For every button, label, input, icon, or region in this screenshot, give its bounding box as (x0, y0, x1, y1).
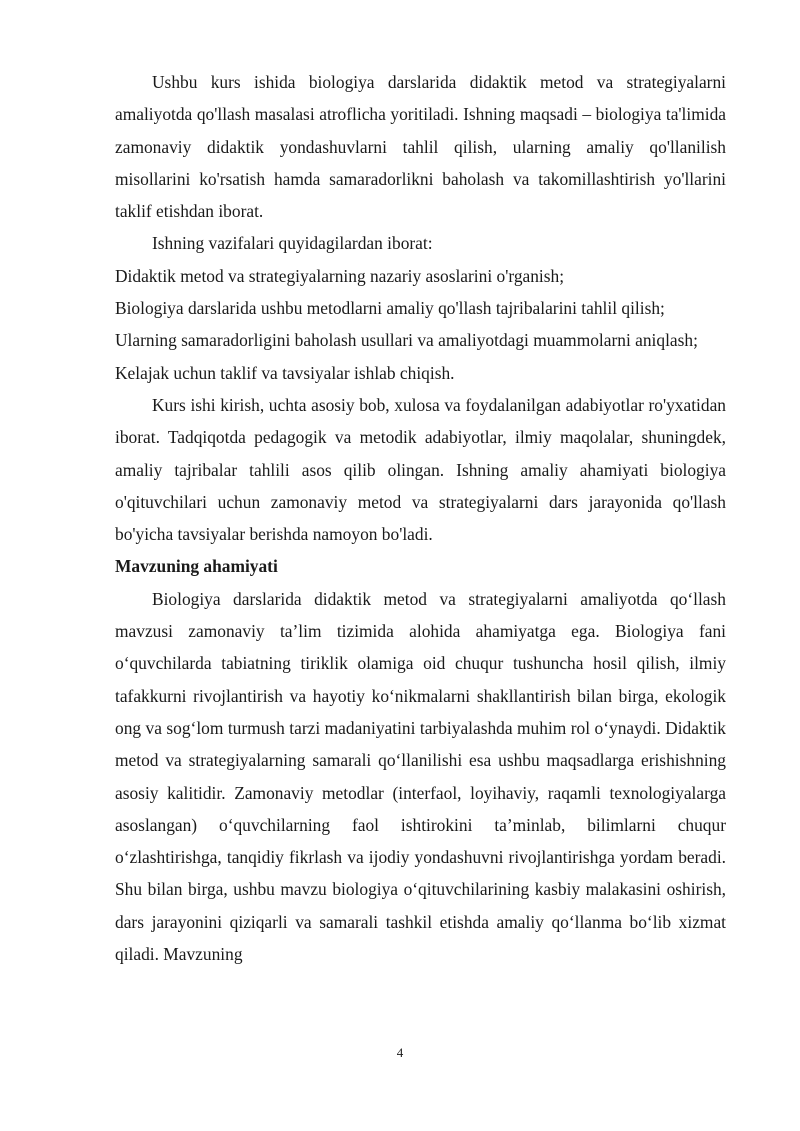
tasks-intro: Ishning vazifalari quyidagilardan iborat: (152, 233, 433, 254)
structure-paragraph: Kurs ishi kirish, uchta asosiy bob, xulosa va foydalanilgan adabiyotlar ro'yxatidan iborat. Tadqiqotda pedagogik va metodik adabiyotlar, ilmiy maqolalar, shuningdek, amaliy tajribalar tahlili asos qilib olingan. Ishning amaliy ahamiyati biologiya o'qituvchilari uchun zamonaviy metod va strategiyalarni dars jarayonida qo'llash bo'yicha tavsiyalar berishda namoyon bo'ladi. (115, 394, 726, 545)
intro-paragraph: Ushbu kurs ishida biologiya darslarida didaktik metod va strategiyalarni amaliyotda qo'llash masalasi atroflicha yoritiladi. Ishning maqsadi – biologiya ta'limida zamonaviy didaktik yondashuvlarni tahlil qilish, ularning amaliy qo'llanilish misollarini ko'rsatish hamda samaradorlikni baholash va takomillashtirish yo'llarini taklif etishdan iborat. (115, 72, 726, 222)
importance-paragraph: Biologiya darslarida didaktik metod va strategiyalarni amaliyotda qo‘llash mavzusi zamonaviy ta’lim tizimida alohida ahamiyatga ega. Biologiya fani o‘quvchilarda tabiatning tiriklik olamiga oid chuqur tushuncha hosil qilish, ilmiy tafakkurni rivojlantirish va hayotiy ko‘nikmalarni shakllantirish bilan birga, ekologik ong va sog‘lom turmush tarzi madaniyatini tarbiyalashda muhim rol o‘ynaydi. Didaktik metod va strategiyalarning samarali qo‘llanilishi esa ushbu maqsadlarga erishishning asosiy kalitidir. Zamonaviy metodlar (interfaol, loyihaviy, raqamli texnologiyalarga asoslangan) o‘quvchilarning faol ishtirokini ta’minlab, bilimlarni chuqur o‘zlashtirishga, tanqidiy fikrlash va ijodiy yondashuvni rivojlantirishga yordam beradi. Shu bilan birga, ushbu mavzu biologiya o‘qituvchilarining kasbiy malakasini oshirish, dars jarayonini qiziqarli va samarali tashkil etishda amaliy qo‘llanma bo‘lib xizmat qiladi. Mavzuning (115, 588, 726, 965)
task-item: Didaktik metod va strategiyalarning nazariy asoslarini o'rganish; (115, 265, 565, 286)
page-number: 4 (396, 1045, 404, 1060)
document-page (115, 66, 726, 970)
task-item: Biologiya darslarida ushbu metodlarni amaliy qo'llash tajribalarini tahlil qilish; (115, 298, 665, 319)
task-item: Ularning samaradorligini baholash usullari va amaliyotdagi muammolarni aniqlash; (115, 330, 698, 351)
section-heading: Mavzuning ahamiyati (115, 556, 278, 577)
task-item: Kelajak uchun taklif va tavsiyalar ishlab chiqish. (115, 362, 455, 383)
